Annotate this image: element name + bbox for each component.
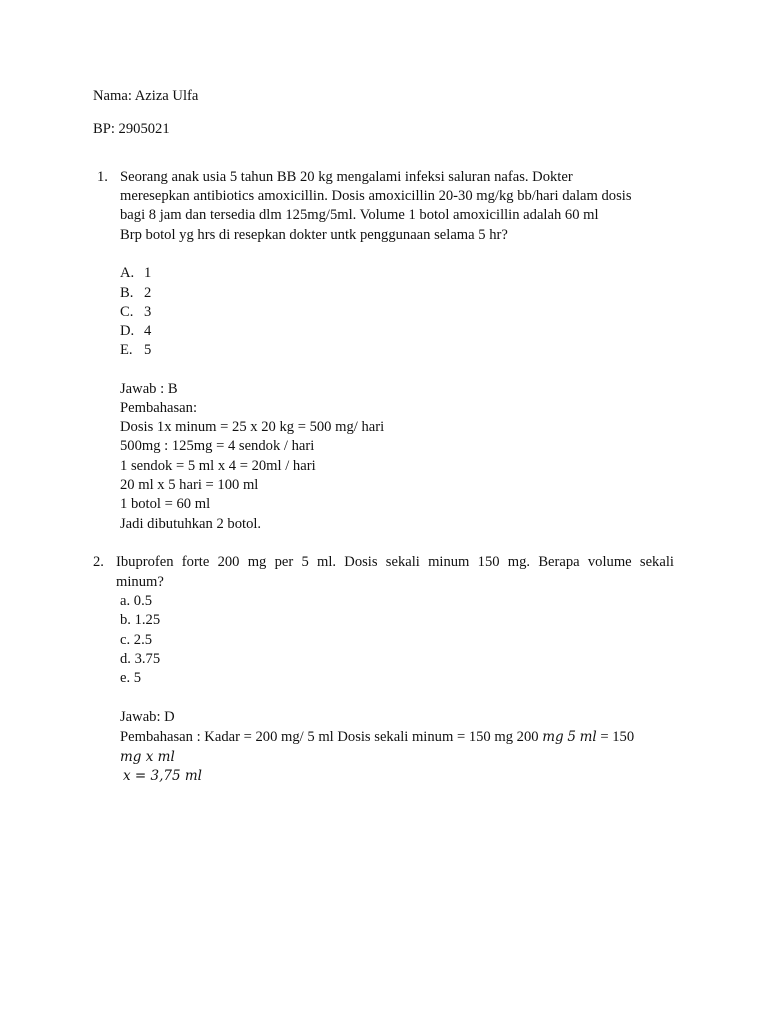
- q1-option-value: 4: [144, 323, 152, 339]
- q2-word: per: [274, 554, 294, 570]
- q1-option-value: 2: [144, 285, 152, 301]
- student-name: Nama: Aziza Ulfa: [93, 88, 199, 104]
- q2-option: b. 1.25: [120, 612, 161, 628]
- q2-number: 2.: [93, 554, 104, 570]
- q2-explanation-line: [120, 728, 634, 747]
- q2-option: d. 3.75: [120, 651, 161, 667]
- q1-explanation-line: 20 ml x 5 hari = 100 ml: [120, 477, 259, 493]
- q2-math-line: mg x ml: [120, 749, 175, 765]
- math-ml: ml: [579, 729, 597, 745]
- q2-answer: Jawab: D: [120, 709, 175, 725]
- student-bp: BP: 2905021: [93, 121, 170, 137]
- q1-option-letter: B.: [120, 285, 134, 301]
- q1-option-letter: E.: [120, 342, 133, 358]
- q2-word: sekali: [385, 554, 420, 570]
- q1-option-value: 3: [144, 304, 152, 320]
- q1-option-letter: C.: [120, 304, 134, 320]
- q1-answer: Jawab : B: [120, 381, 178, 397]
- q2-question-line: [116, 553, 674, 572]
- q2-option: e. 5: [120, 670, 142, 686]
- q1-explanation-line: 1 botol = 60 ml: [120, 496, 211, 512]
- q2-word: Berapa: [538, 554, 580, 570]
- q1-explanation-line: Jadi dibutuhkan 2 botol.: [120, 516, 262, 532]
- q1-number: 1.: [97, 169, 108, 185]
- q2-word: forte: [181, 554, 210, 570]
- q1-explanation-line: 500mg : 125mg = 4 sendok / hari: [120, 438, 315, 454]
- q2-word: 150: [477, 554, 500, 570]
- q2-word: mg: [247, 554, 267, 570]
- q2-math-result: x = 3,75 ml: [123, 768, 202, 784]
- q2-word: 200: [217, 554, 240, 570]
- q1-line: meresepkan antibiotics amoxicillin. Dosis amoxicillin 20-30 mg/kg bb/hari dalam dosis: [120, 188, 632, 204]
- math-mg: mg: [542, 729, 564, 745]
- q1-explanation-line: Pembahasan:: [120, 400, 198, 416]
- q1-explanation-line: 1 sendok = 5 ml x 4 = 20ml / hari: [120, 458, 316, 474]
- q2-word: 5: [301, 554, 309, 570]
- q2-word: ml.: [317, 554, 337, 570]
- q1-line: bagi 8 jam dan tersedia dlm 125mg/5ml. Volume 1 botol amoxicillin adalah 60 ml: [120, 207, 599, 223]
- q1-option-value: 5: [144, 342, 152, 358]
- q2-word: mg.: [507, 554, 531, 570]
- q2-word: Dosis: [344, 554, 378, 570]
- q1-line: Brp botol yg hrs di resepkan dokter untk penggunaan selama 5 hr?: [120, 227, 508, 243]
- q1-option-letter: D.: [120, 323, 135, 339]
- q2-option: a. 0.5: [120, 593, 153, 609]
- q1-option-letter: A.: [120, 265, 135, 281]
- q2-question-line: minum?: [116, 574, 164, 590]
- q1-option-value: 1: [144, 265, 152, 281]
- q2-word: sekali: [639, 554, 674, 570]
- q2-word: minum: [428, 554, 470, 570]
- q2-explanation-text: Pembahasan : Kadar = 200 mg/ 5 ml Dosis sekali minum = 150 mg 200: [120, 729, 539, 745]
- q2-word: volume: [587, 554, 632, 570]
- q1-explanation-line: Dosis 1x minum = 25 x 20 kg = 500 mg/ hari: [120, 419, 385, 435]
- q1-line: Seorang anak usia 5 tahun BB 20 kg mengalami infeksi saluran nafas. Dokter: [120, 169, 573, 185]
- q2-word: Ibuprofen: [116, 554, 174, 570]
- q2-equals-value: = 150: [600, 729, 635, 745]
- q2-option: c. 2.5: [120, 632, 153, 648]
- math-five: 5: [567, 729, 576, 745]
